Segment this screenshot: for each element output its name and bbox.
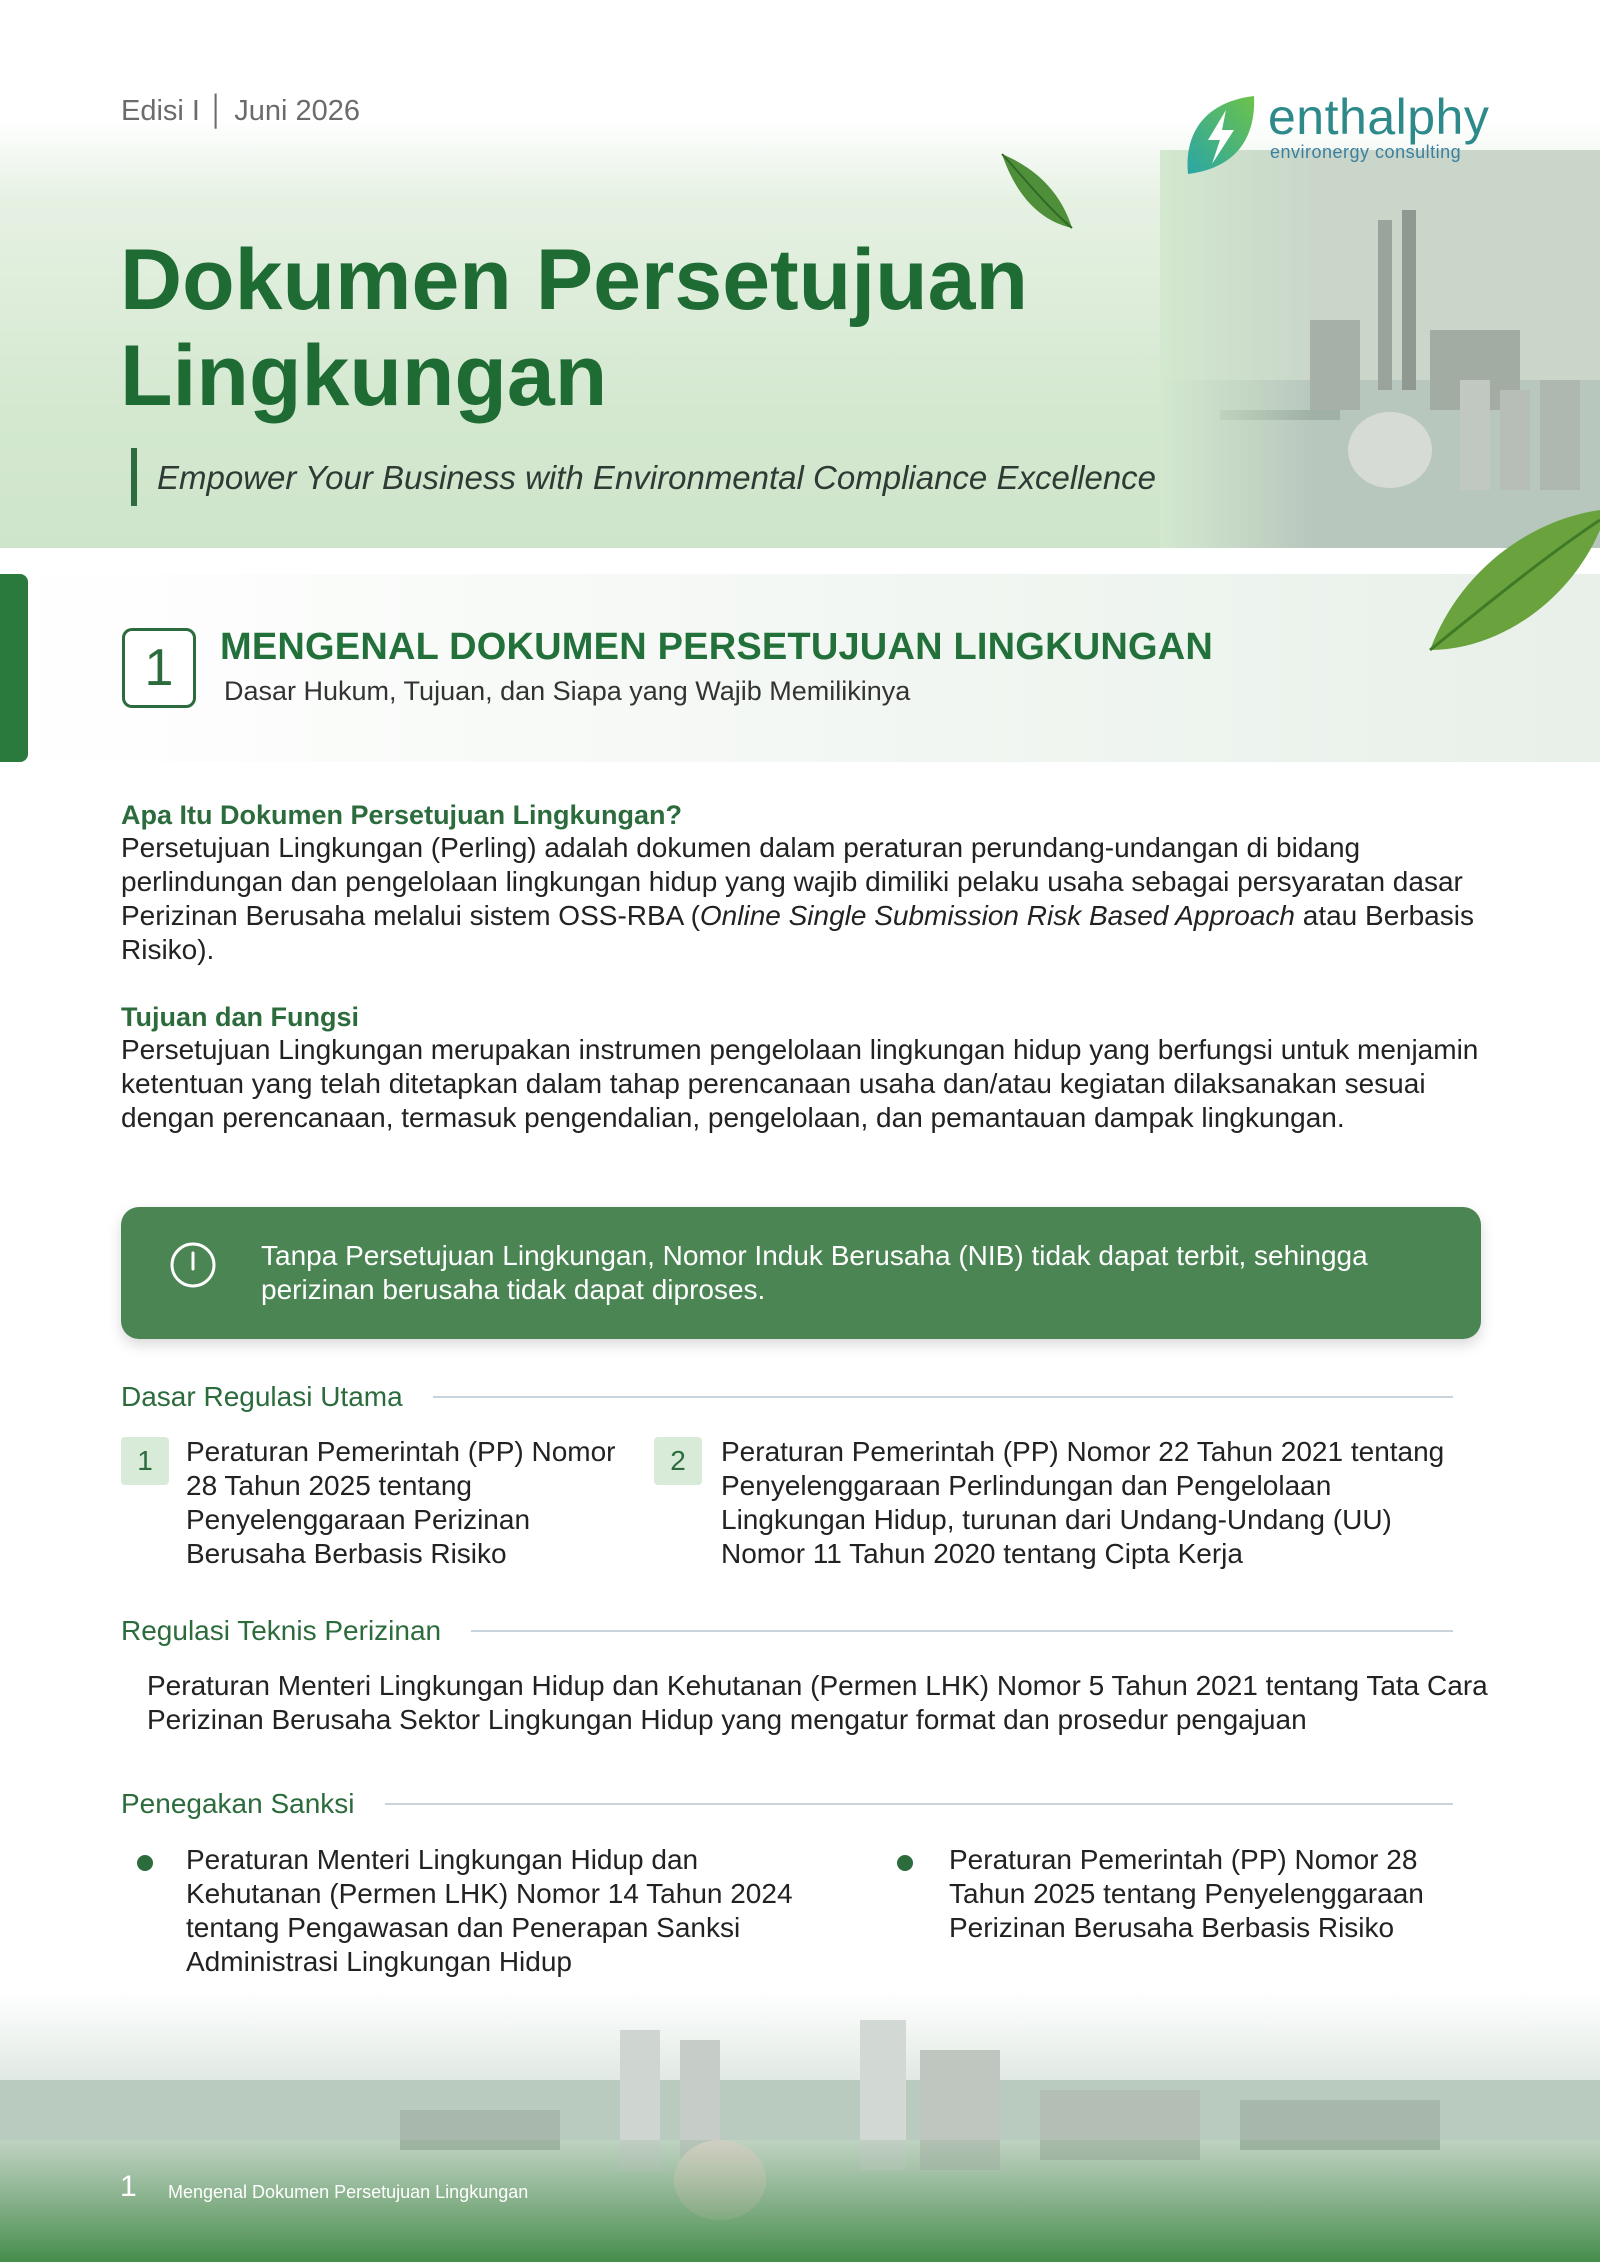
callout-text: Tanpa Persetujuan Lingkungan, Nomor Induk Berusaha (NIB) tidak dapat terbit, sehingga perizinan berusaha tidak dapat diproses. xyxy=(261,1240,1368,1305)
sanctions-header xyxy=(121,1787,1453,1821)
info-icon xyxy=(169,1241,217,1289)
section-subtitle: Dasar Hukum, Tujuan, dan Siapa yang Wajib Memilikinya xyxy=(224,676,911,706)
bullet-icon xyxy=(897,1855,913,1871)
divider xyxy=(433,1396,1453,1398)
page-number: 1 xyxy=(120,2170,137,2203)
purpose-heading: Tujuan dan Fungsi xyxy=(121,1002,359,1032)
divider xyxy=(471,1630,1453,1632)
bullet-icon xyxy=(137,1855,153,1871)
page-title: Dokumen Persetujuan Lingkungan xyxy=(120,232,1028,424)
hero-banner xyxy=(0,0,1600,548)
logo-tagline: environergy consulting xyxy=(1270,142,1462,162)
definition-heading: Apa Itu Dokumen Persetujuan Lingkungan? xyxy=(121,800,683,830)
main-regulation-header xyxy=(121,1380,1453,1414)
definition-block xyxy=(121,800,1501,967)
power-plant-illustration xyxy=(1160,150,1600,548)
definition-text-part: Persetujuan Lingkungan (Perling) adalah dokumen dalam peraturan perundang-undangan di bidang perlindungan dan pengelolaan lingkungan hidup yang wajib dimiliki pelaku usaha sebagai persyaratan dasar Perizinan Berusaha melalui sistem OSS-RBA ( xyxy=(121,832,1463,931)
company-logo xyxy=(1180,90,1490,180)
industrial-landscape-image xyxy=(0,1990,1600,2262)
sanction-item-2: Peraturan Pemerintah (PP) Nomor 28 Tahun 2025 tentang Penyelenggaraan Perizinan Berusaha Berbasis Risiko xyxy=(949,1844,1424,1943)
section-side-tab xyxy=(0,574,28,762)
leaf-bolt-logo-icon xyxy=(1180,94,1258,178)
section-title: MENGENAL DOKUMEN PERSETUJUAN LINGKUNGAN xyxy=(220,626,1214,668)
regulation-item-1: Peraturan Pemerintah (PP) Nomor 28 Tahun 2025 tentang Penyelenggaraan Perizinan Berusaha Berbasis Risiko xyxy=(186,1436,616,1569)
tagline: Empower Your Business with Environmental Compliance Excellence xyxy=(157,459,1157,496)
leaf-decoration-icon xyxy=(1420,500,1600,660)
tagline-accent-bar xyxy=(131,448,137,506)
technical-regulation-text: Peraturan Menteri Lingkungan Hidup dan Kehutanan (Permen LHK) Nomor 5 Tahun 2021 tentang Tata Cara Perizinan Berusaha Sektor Lingkungan Hidup yang mengatur format dan prosedur pengajuan xyxy=(147,1670,1488,1735)
technical-regulation-heading: Regulasi Teknis Perizinan xyxy=(121,1615,442,1646)
leaf-decoration-icon xyxy=(996,150,1076,234)
purpose-text: Persetujuan Lingkungan merupakan instrumen pengelolaan lingkungan hidup yang berfungsi untuk menjamin ketentuan yang telah ditetapkan dalam tahap perencanaan usaha dan/atau kegiatan dilaksanakan sesuai dengan perencanaan, termasuk pengendalian, pengelolaan, dan pemantauan dampak lingkungan. xyxy=(121,1034,1479,1133)
definition-text xyxy=(121,831,1501,967)
logo-name: enthalphy xyxy=(1268,89,1490,145)
divider xyxy=(385,1803,1453,1805)
edition-label: Edisi I │ Juni 2026 xyxy=(121,95,360,127)
purpose-block xyxy=(121,1002,1501,1135)
definition-text-italic: Online Single Submission Risk Based Approach xyxy=(699,900,1295,931)
regulation-number-1: 1 xyxy=(121,1437,169,1485)
technical-regulation-header xyxy=(121,1614,1453,1648)
regulation-item-2: Peraturan Pemerintah (PP) Nomor 22 Tahun 2021 tentang Penyelenggaraan Perlindungan dan Pengelolaan Lingkungan Hidup, turunan dari Undang-Undang (UU) Nomor 11 Tahun 2020 tentang Cipta Kerja xyxy=(721,1436,1445,1569)
main-regulation-heading: Dasar Regulasi Utama xyxy=(121,1381,403,1412)
info-callout xyxy=(121,1207,1481,1339)
sanction-item-1: Peraturan Menteri Lingkungan Hidup dan Kehutanan (Permen LHK) Nomor 14 Tahun 2024 tentang Pengawasan dan Penerapan Sanksi Administrasi Lingkungan Hidup xyxy=(186,1844,793,1977)
section-number: 1 xyxy=(122,628,196,708)
regulation-number-2: 2 xyxy=(654,1437,702,1485)
sanctions-heading: Penegakan Sanksi xyxy=(121,1788,355,1819)
footer-title: Mengenal Dokumen Persetujuan Lingkungan xyxy=(168,2182,529,2202)
definition-text-part: atau Berbasis Risiko). xyxy=(121,900,1474,965)
